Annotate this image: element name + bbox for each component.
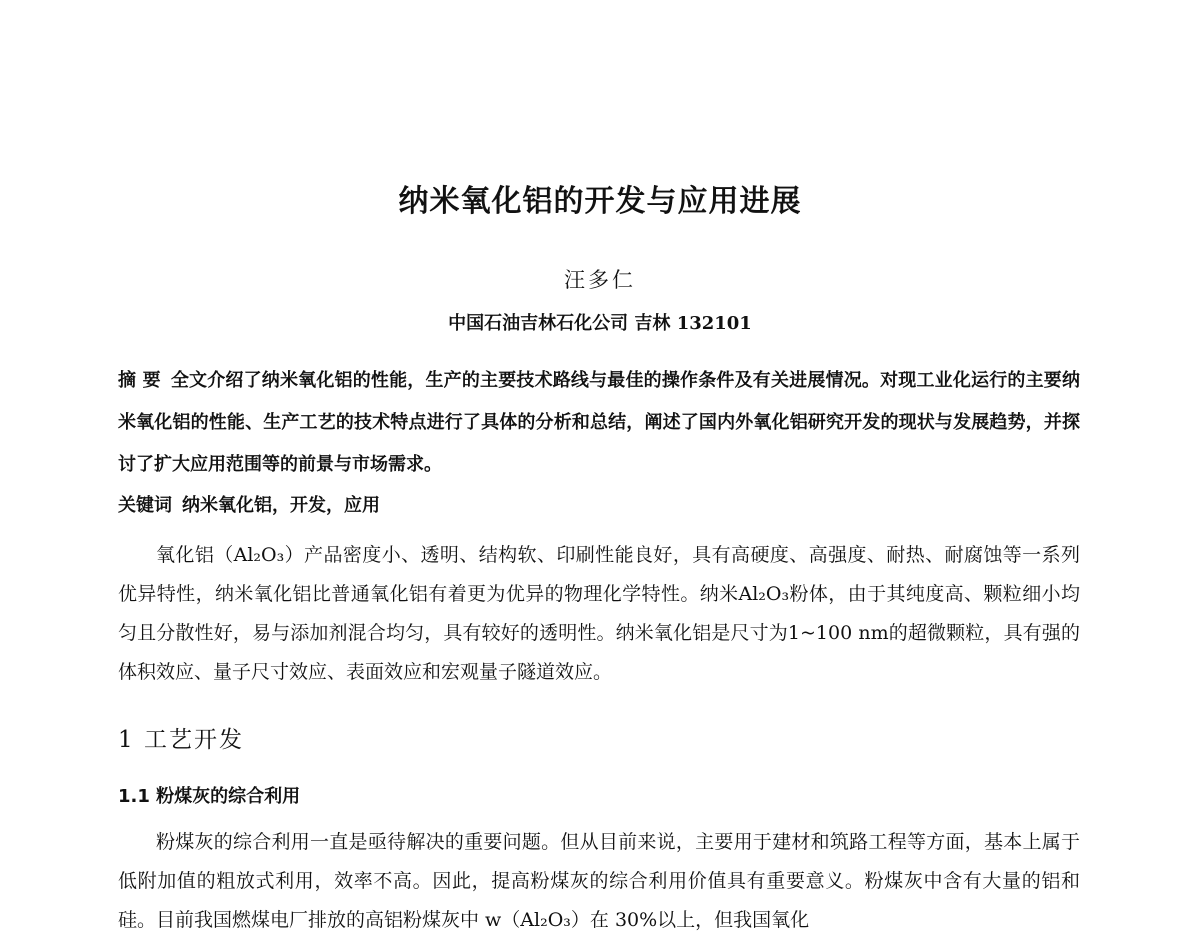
author-name: 汪多仁: [564, 268, 636, 292]
paper-title: 纳米氧化铝的开发与应用进展: [398, 184, 802, 219]
subsection-heading: 1.1 粉煤灰的综合利用: [118, 786, 301, 807]
keywords-text: 纳米氧化铝，开发，应用: [182, 495, 380, 516]
abstract-block: [118, 360, 1080, 486]
abstract-text: 全文介绍了纳米氧化铝的性能，生产的主要技术路线与最佳的操作条件及有关进展情况。对现工业化运行的主要纳米氧化铝的性能、生产工艺的技术特点进行了具体的分析和总结，阐述了国内外氧化铝研究开发的现状与发展趋势，并探讨了扩大应用范围等的前景与市场需求。: [118, 370, 1080, 475]
section-heading: 1 工艺开发: [118, 727, 244, 753]
body-paragraph: 粉煤灰的综合利用一直是亟待解决的重要问题。但从目前来说，主要用于建材和筑路工程等方面，基本上属于低附加值的粗放式利用，效率不高。因此，提高粉煤灰的综合利用价值具有重要意义。粉煤灰中含有大量的铝和硅。目前我国燃煤电厂排放的高铝粉煤灰中 w（Al₂O₃）在 30%以上，但我国氧化: [118, 831, 1080, 931]
author-affiliation: 中国石油吉林石化公司 吉林 132101: [448, 313, 752, 334]
keywords-label: 关键词: [118, 495, 172, 516]
intro-paragraph: 氧化铝（Al₂O₃）产品密度小、透明、结构软、印刷性能良好，具有高硬度、高强度、耐热、耐腐蚀等一系列优异特性，纳米氧化铝比普通氧化铝有着更为优异的物理化学特性。纳米Al₂O₃粉体，由于其纯度高、颗粒细小均匀且分散性好，易与添加剂混合均匀，具有较好的透明性。纳米氧化铝是尺寸为1~100 nm的超微颗粒，具有强的体积效应、量子尺寸效应、表面效应和宏观量子隧道效应。: [118, 544, 1080, 683]
keywords-block: [118, 490, 1080, 522]
abstract-label: 摘 要: [118, 370, 161, 391]
